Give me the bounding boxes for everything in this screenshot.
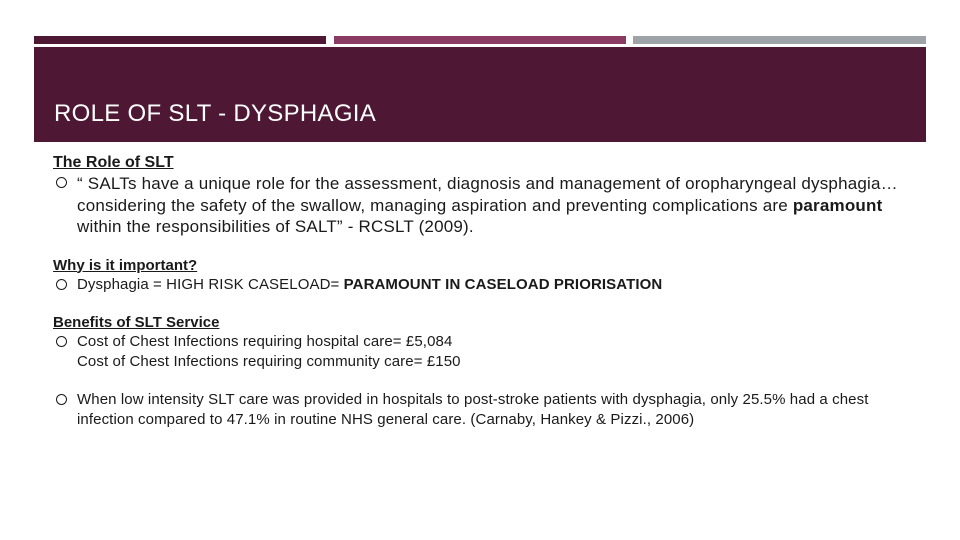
bullet-costs — [53, 332, 913, 371]
circle-bullet-icon — [56, 177, 67, 188]
section-heading-role: The Role of SLT — [53, 154, 174, 171]
circle-bullet-icon — [56, 394, 67, 405]
section-role — [53, 153, 913, 238]
section-heading-importance: Why is it important? — [53, 256, 198, 274]
cost-hospital-text: Cost of Chest Infections requiring hospital care= £5,084 — [77, 333, 453, 350]
cost-community-text: Cost of Chest Infections requiring community care= £150 — [77, 352, 461, 370]
study-text: When low intensity SLT care was provided in hospitals to post-stroke patients with dysphagia, only 25.5% had a chest infection compared to 47.1% in routine NHS general care. (Carnaby, Hankey & Pizzi., 2006) — [77, 391, 869, 428]
quote-text-bold: paramount — [792, 195, 883, 215]
section-benefits — [53, 313, 913, 429]
quote-text-part2: within the responsibilities of SALT” - RCSLT (2009). — [77, 217, 474, 236]
section-heading-benefits: Benefits of SLT Service — [53, 314, 220, 331]
slide-body — [53, 153, 913, 429]
importance-text-bold: PARAMOUNT IN CASELOAD PRIORISATION — [343, 275, 663, 293]
section-importance — [53, 256, 913, 295]
accent-bar-dark — [34, 36, 326, 44]
quote-text-part1: “ SALTs have a unique role for the assessment, diagnosis and management of oropharyngeal dysphagia… considering the safety of the swallow, managing aspiration and preventing complications are — [77, 174, 898, 215]
importance-text-part1: Dysphagia = HIGH RISK CASELOAD= — [77, 275, 344, 293]
title-band — [34, 47, 926, 142]
accent-bar-mid — [334, 36, 626, 44]
slide-title: ROLE OF SLT - DYSPHAGIA — [54, 100, 377, 127]
accent-bar-grey — [633, 36, 926, 44]
circle-bullet-icon — [56, 279, 67, 290]
bullet-study — [53, 390, 913, 429]
bullet-rcslt-quote — [53, 173, 913, 238]
bullet-high-risk — [53, 275, 913, 295]
circle-bullet-icon — [56, 336, 67, 347]
